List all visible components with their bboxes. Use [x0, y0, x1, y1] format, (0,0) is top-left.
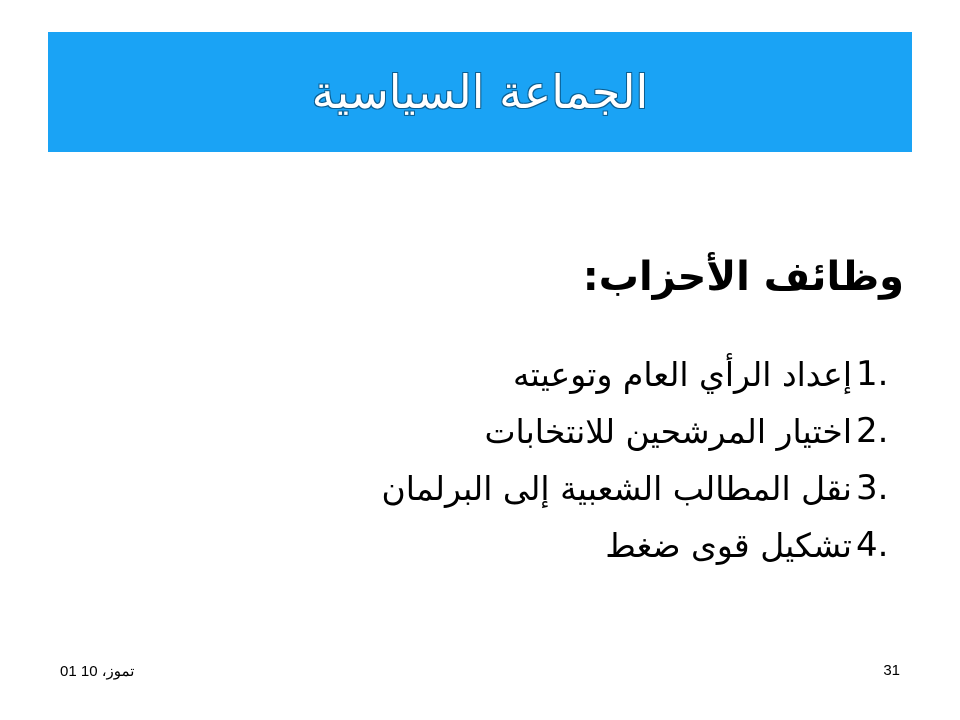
footer-date: 01 تموز، 10: [60, 663, 135, 680]
list-item: [382, 517, 889, 574]
list-item: [382, 403, 889, 460]
item-text: تشكيل قوى ضغط: [605, 526, 852, 565]
item-text: إعداد الرأي العام وتوعيته: [512, 355, 852, 394]
item-number: 1.: [856, 354, 889, 394]
functions-list: [381, 346, 889, 574]
page-number: 31: [883, 662, 900, 679]
section-heading: وظائف الأحزاب:: [582, 254, 904, 300]
item-number: 4.: [856, 525, 889, 565]
item-number: 2.: [856, 411, 889, 451]
title-bar: [48, 32, 912, 152]
slide-title: الجماعة السياسية: [311, 65, 649, 119]
item-text: نقل المطالب الشعبية إلى البرلمان: [381, 469, 852, 508]
list-item: [382, 346, 889, 403]
list-item: [381, 460, 889, 517]
item-text: اختيار المرشحين للانتخابات: [484, 412, 852, 451]
item-number: 3.: [856, 468, 889, 508]
